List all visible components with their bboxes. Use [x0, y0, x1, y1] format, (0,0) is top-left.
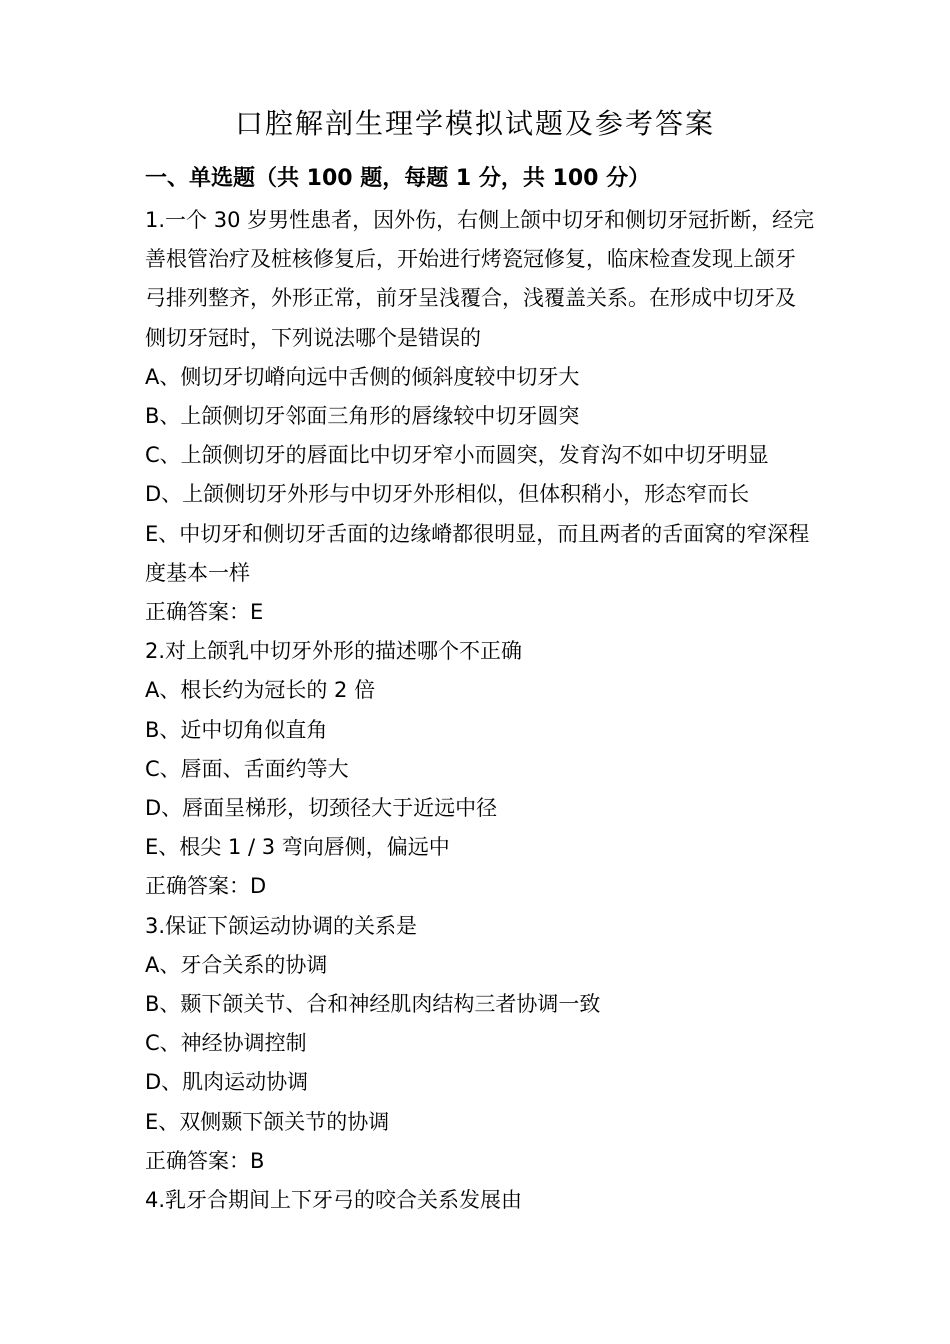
option-b: B、近中切角似直角	[145, 717, 328, 742]
question-stem: 1.一个 30 岁男性患者，因外伤，右侧上颌中切牙和侧切牙冠折断，经完善根管治疗及桩核修复后，开始进行烤瓷冠修复，临床检查发现上颌牙弓排列整齐，外形正常，前牙呈浅覆合，浅覆盖关系。在形成中切牙及侧切牙冠时，下列说法哪个是错误的	[145, 208, 815, 350]
option-c: C、唇面、舌面约等大	[145, 756, 349, 781]
option-d: D、上颌侧切牙外形与中切牙外形相似，但体积稍小，形态窄而长	[145, 482, 750, 507]
option-e: E、根尖 1 / 3 弯向唇侧，偏远中	[145, 835, 450, 860]
option-b: B、上颌侧切牙邻面三角形的唇缘较中切牙圆突	[145, 404, 580, 429]
correct-answer: 正确答案：D	[145, 874, 267, 899]
option-a: A、侧切牙切嵴向远中舌侧的倾斜度较中切牙大	[145, 364, 580, 389]
correct-answer: 正确答案：B	[145, 1148, 265, 1173]
option-a: A、牙合关系的协调	[145, 952, 328, 977]
question-2	[145, 632, 815, 906]
correct-answer: 正确答案：E	[145, 600, 264, 625]
option-a: A、根长约为冠长的 2 倍	[145, 678, 376, 703]
option-e: E、中切牙和侧切牙舌面的边缘嵴都很明显，而且两者的舌面窝的窄深程度基本一样	[145, 521, 810, 585]
question-stem: 2.对上颌乳中切牙外形的描述哪个不正确	[145, 639, 523, 664]
option-b: B、颞下颌关节、合和神经肌肉结构三者协调一致	[145, 992, 601, 1017]
document-content	[145, 161, 815, 1220]
question-3	[145, 907, 815, 1181]
option-d: D、唇面呈梯形，切颈径大于近远中径	[145, 796, 498, 821]
question-stem: 4.乳牙合期间上下牙弓的咬合关系发展由	[145, 1188, 523, 1213]
section-heading: 一、单选题（共 100 题，每题 1 分，共 100 分）	[145, 166, 651, 191]
option-c: C、神经协调控制	[145, 1031, 307, 1056]
question-1	[145, 201, 815, 632]
option-c: C、上颌侧切牙的唇面比中切牙窄小而圆突，发育沟不如中切牙明显	[145, 443, 769, 468]
document-title: 口腔解剖生理学模拟试题及参考答案	[234, 107, 715, 140]
option-d: D、肌肉运动协调	[145, 1070, 309, 1095]
question-stem: 3.保证下颌运动协调的关系是	[145, 913, 418, 938]
option-e: E、双侧颞下颌关节的协调	[145, 1109, 390, 1134]
question-4	[145, 1181, 815, 1220]
